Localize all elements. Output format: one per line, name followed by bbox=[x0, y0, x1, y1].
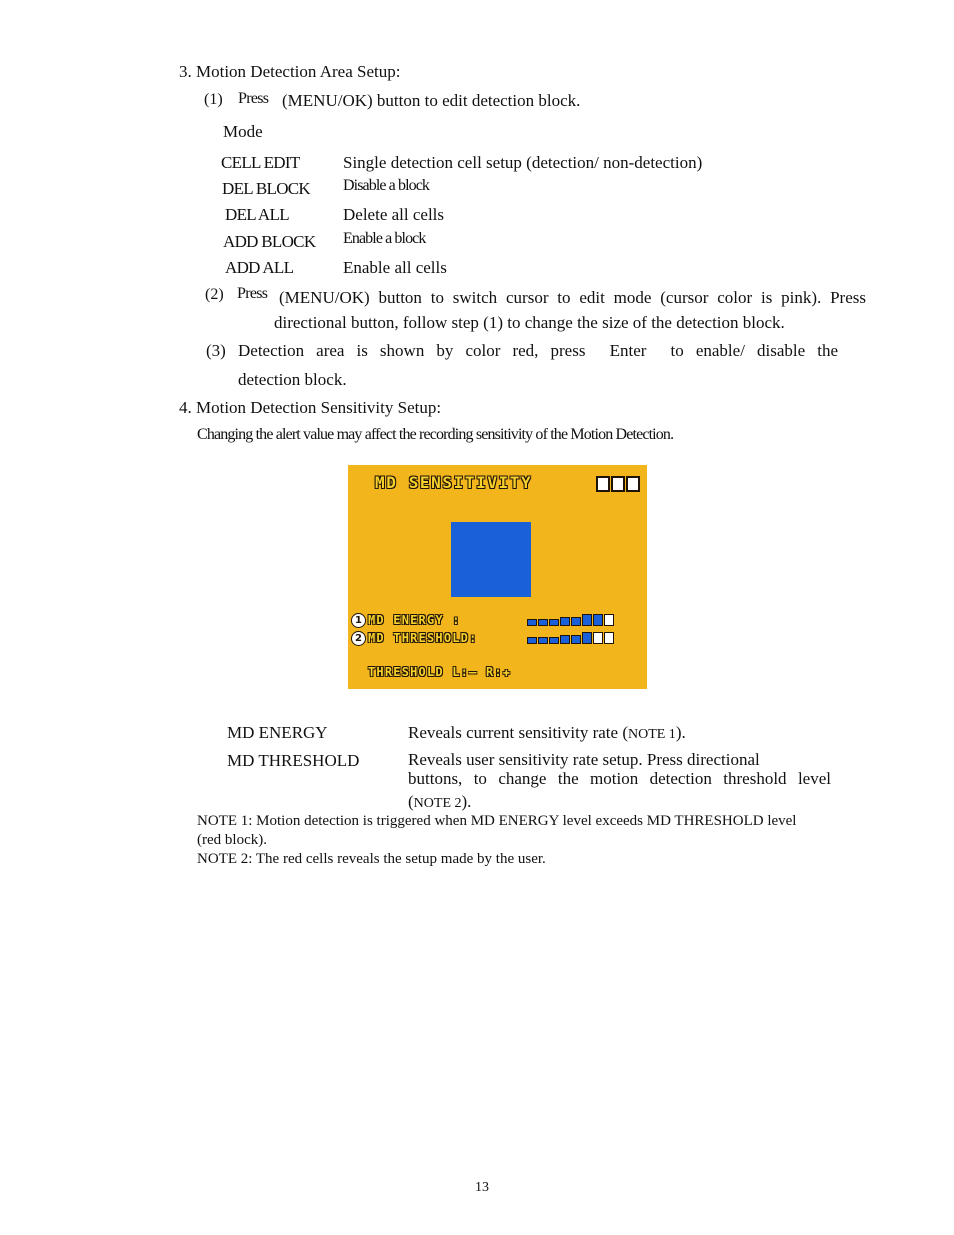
mode-desc: Single detection cell setup (detection/ non-detection) bbox=[343, 153, 703, 172]
mode-desc: Disable a block bbox=[343, 177, 430, 194]
def-desc-text: Reveals current sensitivity rate ( bbox=[408, 723, 628, 742]
md-energy-bar bbox=[527, 614, 615, 626]
osd-row-number: 1 bbox=[351, 613, 366, 628]
def-desc-md-energy bbox=[408, 723, 686, 743]
osd-title-box bbox=[596, 476, 610, 492]
level-segment bbox=[593, 614, 603, 626]
osd-threshold-footer: THRESHOLD L:— R:✚ bbox=[368, 665, 512, 679]
level-segment bbox=[527, 619, 537, 626]
osd-md-threshold-label: MD THRESHOLD: bbox=[368, 631, 478, 645]
section-4-heading: 4. Motion Detection Sensitivity Setup: bbox=[179, 398, 442, 417]
level-segment bbox=[549, 619, 559, 626]
step-3-line-2: detection block. bbox=[238, 370, 347, 389]
md-threshold-bar bbox=[527, 632, 615, 644]
def-desc-md-threshold-line-3 bbox=[408, 792, 471, 812]
step-2-line-2: directional button, follow step (1) to change the size of the detection block. bbox=[274, 313, 785, 332]
note-2: NOTE 2: The red cells reveals the setup made by the user. bbox=[197, 851, 546, 867]
step-2-number: (2) bbox=[205, 286, 224, 303]
mode-name: ADD ALL bbox=[225, 258, 294, 277]
level-segment bbox=[560, 635, 570, 644]
level-segment bbox=[593, 632, 603, 644]
section-4-intro: Changing the alert value may affect the recording sensitivity of the Motion Detection. bbox=[197, 426, 674, 443]
page-number: 13 bbox=[475, 1180, 489, 1195]
note-ref: NOTE 1 bbox=[627, 727, 676, 742]
def-term-md-threshold: MD THRESHOLD bbox=[227, 751, 360, 770]
note-1-line-2: (red block). bbox=[197, 832, 267, 848]
level-segment bbox=[538, 619, 548, 626]
level-segment bbox=[582, 614, 592, 626]
def-desc-md-threshold-line-1: Reveals user sensitivity rate setup. Press directional bbox=[408, 750, 760, 769]
level-segment bbox=[582, 632, 592, 644]
osd-title-box bbox=[626, 476, 640, 492]
step-1-press: Press bbox=[238, 90, 269, 107]
mode-name: CELL EDIT bbox=[221, 153, 300, 172]
mode-desc: Enable all cells bbox=[343, 258, 447, 277]
step-2-press: Press bbox=[237, 285, 268, 302]
mode-label: Mode bbox=[223, 122, 263, 141]
level-segment bbox=[538, 637, 548, 644]
mode-name: ADD BLOCK bbox=[223, 232, 316, 251]
level-segment bbox=[560, 617, 570, 626]
md-sensitivity-screen bbox=[348, 465, 647, 689]
step-2-line-1: (MENU/OK) button to switch cursor to edit mode (cursor color is pink). Press bbox=[279, 288, 866, 307]
level-segment bbox=[571, 617, 581, 626]
level-segment bbox=[604, 632, 614, 644]
def-desc-md-threshold-line-2: buttons, to change the motion detection threshold level bbox=[408, 769, 831, 788]
note-ref: NOTE 2 bbox=[413, 796, 462, 811]
mode-name: DEL ALL bbox=[225, 205, 289, 224]
osd-row-number: 2 bbox=[351, 631, 366, 646]
detection-preview-square bbox=[451, 522, 531, 597]
section-3-heading: 3. Motion Detection Area Setup: bbox=[179, 62, 401, 81]
def-term-md-energy: MD ENERGY bbox=[227, 723, 328, 742]
mode-desc: Enable a block bbox=[343, 230, 426, 247]
level-segment bbox=[604, 614, 614, 626]
step-1-text: (MENU/OK) button to edit detection block. bbox=[282, 91, 581, 110]
level-segment bbox=[549, 637, 559, 644]
def-desc-close: ). bbox=[461, 792, 472, 811]
step-3-line-1: Detection area is shown by color red, press Enter to enable/ disable the bbox=[238, 341, 838, 360]
def-desc-end: ). bbox=[675, 723, 686, 742]
level-segment bbox=[527, 637, 537, 644]
note-1-line-1: NOTE 1: Motion detection is triggered when MD ENERGY level exceeds MD THRESHOLD level bbox=[197, 813, 797, 829]
step-1-number: (1) bbox=[204, 91, 223, 108]
level-segment bbox=[571, 635, 581, 644]
step-3-number: (3) bbox=[206, 341, 226, 360]
osd-md-energy-label: MD ENERGY : bbox=[368, 613, 461, 627]
mode-name: DEL BLOCK bbox=[222, 179, 310, 198]
osd-title: MD SENSITIVITY bbox=[375, 473, 533, 492]
mode-desc: Delete all cells bbox=[343, 205, 445, 224]
osd-title-box bbox=[611, 476, 625, 492]
def-desc-open: ( bbox=[408, 792, 414, 811]
